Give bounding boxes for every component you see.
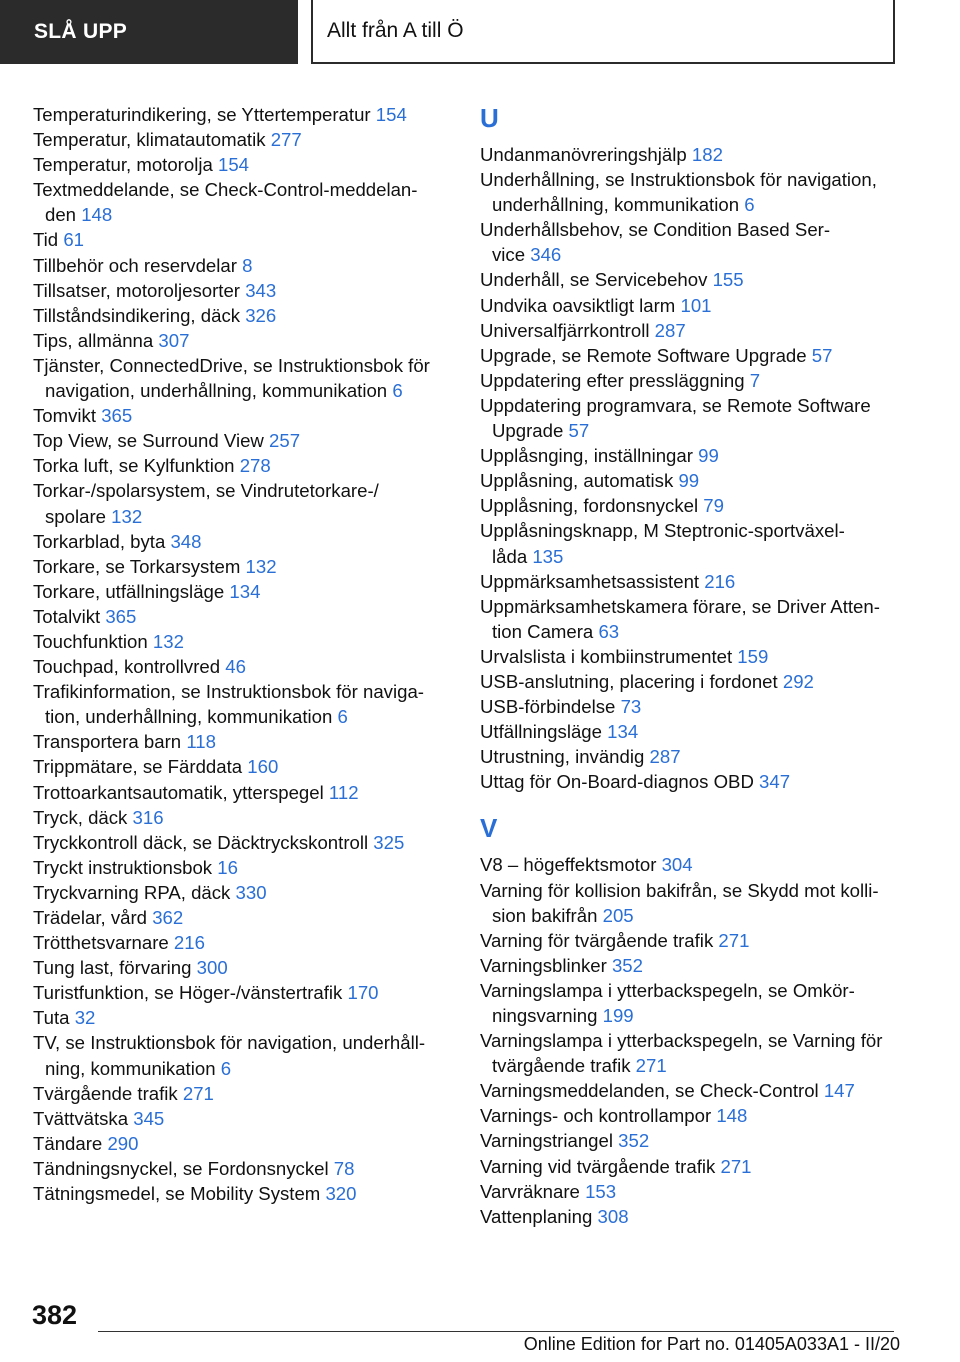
index-entry [480, 443, 900, 468]
section-gap [480, 794, 900, 812]
index-column-left [33, 102, 453, 1206]
index-entry [33, 177, 453, 227]
index-page-link[interactable]: 132 [245, 555, 277, 577]
index-entry [480, 518, 900, 568]
index-entry [33, 478, 453, 528]
index-entry-text: Varningslampa i ytterbackspegeln, se Varning för tvärgående trafik [480, 1030, 883, 1077]
index-page-link[interactable]: 99 [698, 445, 719, 467]
index-page-link[interactable]: 154 [218, 154, 250, 176]
index-entry-text: Universalfjärrkontroll [480, 319, 650, 341]
index-page-link[interactable]: 134 [607, 721, 639, 743]
index-entry-text: Utrustning, invändig [480, 746, 645, 768]
index-entry [480, 744, 900, 769]
index-page-link[interactable]: 159 [737, 645, 769, 667]
index-entry-text: Trottoarkantsautomatik, ytterspegel [33, 781, 324, 803]
footer-divider [98, 1331, 894, 1332]
index-letter-heading: V [480, 813, 498, 844]
index-entry [33, 579, 453, 604]
index-entry-text: Uppmärksamhetskamera förare, se Driver Atten- tion Camera [480, 595, 880, 642]
index-entry [480, 468, 900, 493]
index-page-link[interactable]: 6 [392, 380, 403, 402]
index-entry-text: Varning för tvärgående trafik [480, 929, 714, 951]
index-page-link[interactable]: 154 [375, 104, 407, 125]
index-entry [33, 729, 453, 754]
index-entry [480, 719, 900, 744]
index-entry-text: Upplåsningsknapp, M Steptronic-sportväxel- låda [480, 520, 845, 567]
index-entry-text: TV, se Instruktionsbok för navigation, underhåll- ning, kommunikation [33, 1032, 426, 1079]
index-entry [480, 1103, 900, 1128]
index-entry-text: Upplåsning, fordonsnyckel [480, 495, 699, 517]
index-page-link[interactable]: 134 [229, 580, 261, 602]
index-entry-text: Varning vid tvärgående trafik [480, 1155, 716, 1177]
index-page-link[interactable]: 271 [718, 929, 750, 951]
index-entry-text: Transportera barn [33, 731, 182, 753]
index-page-link[interactable]: 182 [691, 144, 723, 165]
index-entry-text: Touchfunktion [33, 630, 148, 652]
index-entry-text: Tomvikt [33, 405, 97, 427]
index-entry-text: Tung last, förvaring [33, 957, 192, 979]
index-page-link[interactable]: 16 [217, 856, 238, 878]
index-page-link[interactable]: 347 [759, 771, 791, 793]
index-page-link[interactable]: 348 [170, 530, 202, 552]
index-page-link[interactable]: 304 [661, 854, 693, 876]
index-page-link[interactable]: 326 [245, 304, 277, 326]
index-page-link[interactable]: 292 [782, 670, 814, 692]
index-entry-text: V8 – högeffektsmotor [480, 854, 657, 876]
index-entry [33, 1156, 453, 1181]
index-page-link[interactable]: 287 [654, 319, 686, 341]
index-entry [480, 878, 900, 928]
index-entry [33, 253, 453, 278]
index-entry-text: Tillsatser, motoroljesorter [33, 279, 241, 301]
index-page-link[interactable]: 352 [618, 1130, 650, 1152]
index-entry [33, 102, 453, 127]
index-entry [33, 830, 453, 855]
index-entry-text: Varningstriangel [480, 1130, 613, 1152]
index-page-link[interactable]: 135 [532, 545, 564, 567]
index-page-link[interactable]: 132 [152, 630, 184, 652]
index-entry-text: Totalvikt [33, 605, 101, 627]
index-page-link[interactable]: 365 [105, 605, 137, 627]
index-entry-text: Temperaturindikering, se Yttertemperatur [33, 104, 371, 125]
index-entry-text: Tid [33, 229, 59, 251]
index-entry [33, 529, 453, 554]
index-entry-text: Tjänster, ConnectedDrive, se Instruktionsbok för navigation, underhållning, kommunikation [33, 354, 430, 402]
index-entry [480, 769, 900, 794]
index-page-link[interactable]: 160 [247, 756, 279, 778]
index-page-link[interactable]: 148 [81, 204, 113, 226]
index-page-link[interactable]: 78 [333, 1157, 355, 1179]
index-page-link[interactable]: 73 [620, 696, 642, 718]
index-page-link[interactable]: 148 [716, 1105, 748, 1127]
index-entry [33, 955, 453, 980]
index-page-link[interactable]: 147 [823, 1080, 855, 1102]
index-entry [480, 1179, 900, 1204]
index-entry [33, 403, 453, 428]
index-entry [480, 1028, 900, 1078]
index-entry-text: Tryckkontroll däck, se Däcktryckskontroll [33, 831, 369, 853]
index-page-link[interactable]: 199 [602, 1005, 634, 1026]
index-entry [33, 303, 453, 328]
index-entry [480, 978, 900, 1028]
index-entry-text: Tvärgående trafik [33, 1082, 178, 1104]
index-page-link[interactable]: 7 [749, 369, 761, 391]
index-entry-text: Varvräknare [480, 1180, 580, 1202]
index-entry [33, 453, 453, 478]
index-entry-text: Top View, se Surround View [33, 430, 264, 452]
index-page-link[interactable]: 290 [107, 1132, 139, 1154]
index-page-link[interactable]: 153 [585, 1180, 617, 1202]
index-page-link[interactable]: 57 [811, 344, 833, 366]
index-entry-text: Upplåsning, automatisk [480, 470, 674, 492]
index-entry-text: Urvalslista i kombiinstrumentet [480, 645, 733, 667]
index-entry [33, 930, 453, 955]
index-page-link[interactable]: 155 [712, 269, 744, 291]
index-page-link[interactable]: 278 [239, 455, 271, 477]
index-entry-text: Torkare, se Torkarsystem [33, 555, 241, 577]
index-page-link[interactable]: 205 [602, 904, 634, 926]
index-entry [480, 928, 900, 953]
index-entry [480, 953, 900, 978]
index-page-link[interactable]: 345 [133, 1107, 165, 1129]
index-entry-text: Temperatur, motorolja [33, 154, 213, 176]
index-entry [33, 1106, 453, 1131]
index-entry-text: Underhållning, se Instruktionsbok för navigation, underhållning, kommunikation [480, 169, 877, 216]
index-page-link[interactable]: 118 [186, 731, 216, 753]
index-page-link[interactable]: 112 [328, 781, 359, 803]
index-entry-text: Tändningsnyckel, se Fordonsnyckel [33, 1157, 329, 1179]
index-page-link[interactable]: 79 [703, 495, 724, 517]
index-entry [33, 152, 453, 177]
index-entry [480, 1204, 900, 1229]
index-page-link[interactable]: 271 [720, 1155, 752, 1177]
index-entry [480, 852, 900, 877]
index-entry-text: Varnings- och kontrollampor [480, 1105, 712, 1127]
index-entry-text: Trafikinformation, se Instruktionsbok för naviga- tion, underhållning, kommunikation [33, 681, 424, 728]
index-entry [480, 318, 900, 343]
index-entry [480, 493, 900, 518]
index-entry [480, 267, 900, 292]
index-entry [33, 328, 453, 353]
index-entry [33, 353, 453, 403]
index-entry [33, 1081, 453, 1106]
index-entry [480, 694, 900, 719]
index-page-link[interactable]: 132 [111, 505, 143, 527]
index-entry-text: Tryckvarning RPA, däck [33, 881, 231, 903]
index-page-link[interactable]: 6 [220, 1057, 232, 1079]
index-entry-text: Varningsblinker [480, 954, 607, 976]
index-entry [33, 754, 453, 779]
index-entry-text: Utfällningsläge [480, 721, 602, 743]
index-entry-text: Underhållsbehov, se Condition Based Ser- vice [480, 219, 831, 266]
index-page-link[interactable]: 308 [597, 1205, 629, 1227]
index-entry-text: Uppdatering efter pressläggning [480, 369, 745, 391]
index-entry [33, 679, 453, 729]
index-page-link[interactable]: 271 [635, 1055, 667, 1077]
index-entry [480, 167, 900, 217]
index-entry [33, 554, 453, 579]
index-page-link[interactable]: 287 [649, 746, 681, 768]
index-letter-heading: U [480, 103, 499, 133]
index-entry-text: Trötthetsvarnare [33, 932, 169, 954]
index-entry [33, 127, 453, 152]
index-page-link[interactable]: 257 [269, 430, 301, 452]
index-page-link[interactable]: 343 [245, 279, 277, 301]
index-entry [480, 393, 900, 443]
index-entry-text: Uttag för On-Board-diagnos OBD [480, 771, 754, 793]
index-entry-text: Uppdatering programvara, se Remote Software Upgrade [480, 394, 871, 442]
index-entry-text: Touchpad, kontrollvred [33, 656, 221, 678]
index-entry-text: Turistfunktion, se Höger-/vänstertrafik [33, 982, 343, 1004]
index-entry [480, 368, 900, 393]
index-entry-text: Varningsmeddelanden, se Check-Control [480, 1080, 819, 1102]
index-page-link[interactable]: 61 [63, 229, 84, 251]
section-tab[interactable]: SLÅ UPP [0, 0, 298, 64]
page-title: Allt från A till Ö [311, 0, 895, 64]
index-entry-text: Tuta [33, 1007, 70, 1029]
index-entry [33, 604, 453, 629]
index-entry [33, 629, 453, 654]
index-entry-text: Temperatur, klimatautomatik [33, 129, 266, 151]
index-entry-text: Varningslampa i ytterbackspegeln, se Omkör- ningsvarning [480, 979, 855, 1026]
index-page-link[interactable]: 8 [242, 254, 253, 276]
index-entry-text: Varning för kollision bakifrån, se Skydd mot kolli- sion bakifrån [480, 879, 879, 926]
index-entry-text: Torkare, utfällningsläge [33, 580, 225, 602]
index-column-right [480, 102, 900, 1229]
index-page-link[interactable]: 63 [598, 620, 620, 642]
index-page-link[interactable]: 330 [235, 881, 267, 903]
index-page-link[interactable]: 6 [744, 194, 755, 216]
footer-text: Online Edition for Part no. 01405A033A1 - II/20 [523, 1334, 900, 1354]
index-entry [33, 278, 453, 303]
index-entry-text: Undanmanövreringshjälp [480, 144, 687, 165]
index-entry-text: Tändare [33, 1132, 103, 1154]
index-entry [33, 1005, 453, 1030]
index-entry [480, 1078, 900, 1103]
index-entry [480, 1154, 900, 1179]
index-entry-text: Torka luft, se Kylfunktion [33, 455, 235, 477]
index-entry [33, 855, 453, 880]
index-entry-text: USB-förbindelse [480, 696, 616, 718]
index-page-link[interactable]: 57 [568, 420, 590, 442]
index-page-link[interactable]: 271 [182, 1082, 214, 1104]
index-entry [33, 905, 453, 930]
index-page-link[interactable]: 216 [173, 932, 205, 954]
index-page-link[interactable]: 99 [678, 470, 700, 492]
index-page-link[interactable]: 320 [325, 1183, 357, 1205]
index-entry-text: Tips, allmänna [33, 329, 154, 351]
index-page-link[interactable]: 170 [347, 982, 379, 1004]
index-entry [33, 428, 453, 453]
index-entry-text: Tillståndsindikering, däck [33, 304, 241, 326]
index-entry [33, 880, 453, 905]
index-entry-text: Torkar-/spolarsystem, se Vindrutetorkare-/ spolare [33, 480, 379, 527]
index-entry [480, 343, 900, 368]
index-entry [33, 1181, 453, 1206]
index-entry [480, 569, 900, 594]
index-entry [33, 654, 453, 679]
index-entry [33, 805, 453, 830]
index-entry [480, 142, 900, 167]
index-entry [33, 980, 453, 1005]
index-entry-text: Torkarblad, byta [33, 530, 166, 552]
index-entry-text: Vattenplaning [480, 1205, 593, 1227]
index-entry [33, 227, 453, 252]
index-page-link[interactable]: 352 [611, 954, 643, 976]
index-entry-text: Tätningsmedel, se Mobility System [33, 1183, 321, 1205]
index-entry-text: Tryck, däck [33, 806, 128, 828]
index-entry-text: Upgrade, se Remote Software Upgrade [480, 344, 807, 366]
index-page-link[interactable]: 46 [225, 656, 246, 678]
index-page-link[interactable]: 300 [196, 957, 228, 979]
index-entry [480, 293, 900, 318]
index-page-link[interactable]: 32 [74, 1007, 96, 1029]
index-page-link[interactable]: 101 [680, 294, 712, 316]
index-entry-text: Tryckt instruktionsbok [33, 856, 213, 878]
index-page-link[interactable]: 365 [101, 405, 133, 427]
header-bar [0, 0, 960, 66]
index-entry-text: Tillbehör och reservdelar [33, 254, 237, 276]
index-entry-text: Trippmätare, se Färddata [33, 756, 243, 778]
index-page-link[interactable]: 346 [530, 244, 562, 266]
index-page-link[interactable]: 277 [270, 129, 302, 151]
index-page-link[interactable]: 362 [152, 907, 184, 928]
index-entry-text: Tvättvätska [33, 1107, 129, 1129]
index-entry-text: Underhåll, se Servicebehov [480, 269, 708, 291]
index-page-link[interactable]: 216 [704, 570, 736, 592]
index-entry [480, 217, 900, 267]
index-page-link[interactable]: 307 [158, 329, 190, 351]
index-entry-text: Trädelar, vård [33, 907, 148, 928]
index-entry-text: Upplåsnging, inställningar [480, 445, 693, 467]
index-entry-text: Textmeddelande, se Check-Control-meddelan- den [33, 179, 418, 226]
index-entry [480, 594, 900, 644]
index-page-link[interactable]: 316 [132, 806, 164, 828]
index-entry [33, 780, 453, 805]
index-page-link[interactable]: 6 [337, 706, 348, 728]
index-entry [480, 669, 900, 694]
index-entry [33, 1131, 453, 1156]
index-entry [33, 1030, 453, 1080]
index-entry-text: Undvika oavsiktligt larm [480, 294, 676, 316]
index-page-link[interactable]: 325 [373, 831, 405, 853]
index-entry [480, 644, 900, 669]
index-entry-text: USB-anslutning, placering i fordonet [480, 670, 778, 692]
index-entry-text: Uppmärksamhetsassistent [480, 570, 700, 592]
index-entry [480, 1128, 900, 1153]
page-number: 382 [32, 1300, 78, 1330]
